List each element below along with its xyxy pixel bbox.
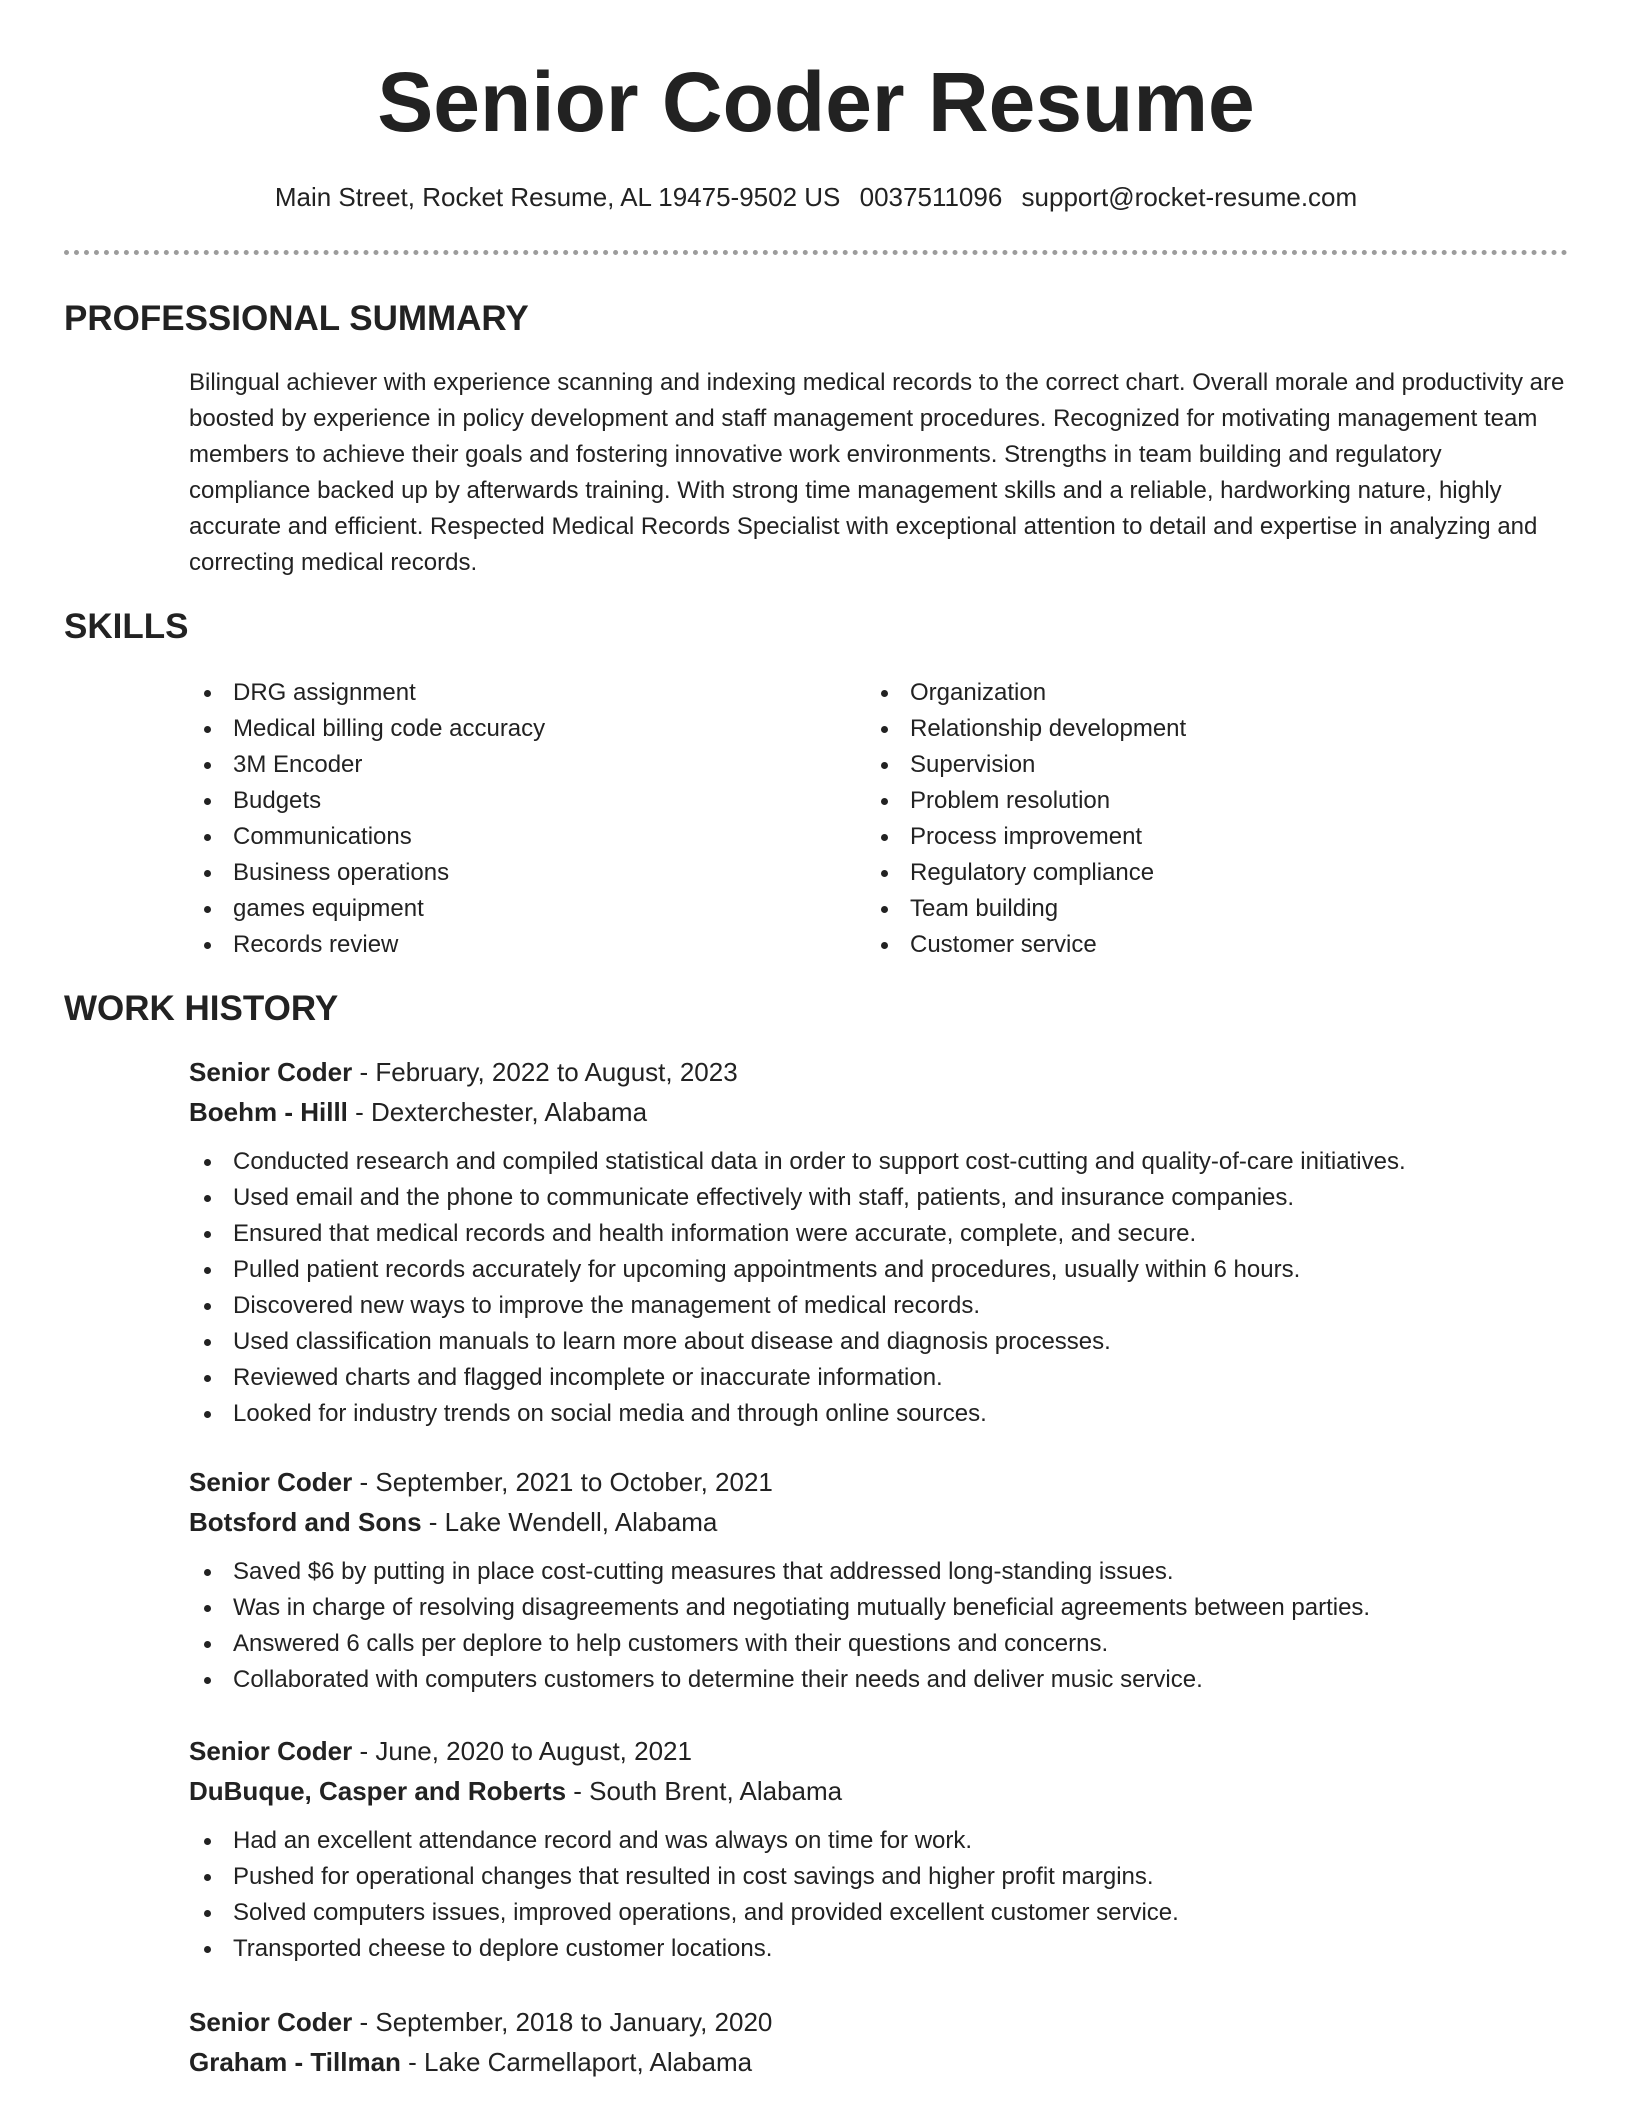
job-bullet: Used email and the phone to communicate effectively with staff, patients, and insurance companies. [189,1180,1569,1216]
job-location: - Dexterchester, Alabama [347,1097,648,1127]
contact-email: support@rocket-resume.com [1021,182,1358,212]
skill-item: Supervision [866,747,1186,783]
job-bullet: Transported cheese to deplore customer locations. [189,1931,1569,1967]
job-bullets [189,1554,1569,1698]
job-bullet: Was in charge of resolving disagreements and negotiating mutually beneficial agreements between parties. [189,1590,1569,1626]
job-entry [189,1731,1569,1967]
job-bullet: Looked for industry trends on social media and through online sources. [189,1396,1569,1432]
job-dates: - June, 2020 to August, 2021 [352,1736,692,1766]
work-history-heading: WORK HISTORY [64,989,339,1028]
contact-phone: 0037511096 [859,182,1003,212]
skill-item: Process improvement [866,819,1186,855]
skill-item: Customer service [866,927,1186,963]
summary-text: Bilingual achiever with experience scanning and indexing medical records to the correct chart. Overall morale and productivity are boosted by experience in policy development and staff management procedures. Recognized for motivating management team members to achieve their goals and fostering innovative work environments. Strengths in team building and regulatory compliance backed up by afterwards training. With strong time management skills and a reliable, hardworking nature, highly accurate and efficient. Respected Medical Records Specialist with exceptional attention to detail and expertise in analyzing and correcting medical records. [189,369,1565,576]
job-bullet: Pulled patient records accurately for upcoming appointments and procedures, usually within 6 hours. [189,1252,1569,1288]
skill-item: Budgets [189,783,545,819]
skill-item: Relationship development [866,711,1186,747]
job-title-line [189,2002,1569,2042]
job-entry [189,1052,1569,1432]
skill-item: Business operations [189,855,545,891]
skill-item: Medical billing code accuracy [189,711,545,747]
job-entry [189,2002,1569,2082]
job-location: - Lake Carmellaport, Alabama [400,2047,753,2077]
page-title: Senior Coder Resume [377,55,1255,149]
job-company-line [189,1502,1569,1542]
skill-item: Organization [866,675,1186,711]
job-bullet: Answered 6 calls per deplore to help customers with their questions and concerns. [189,1626,1569,1662]
job-company: DuBuque, Casper and Roberts [189,1776,567,1806]
job-company: Boehm - Hilll [189,1097,348,1127]
job-entry [189,1462,1569,1698]
job-title-line [189,1052,1569,1092]
summary-heading: PROFESSIONAL SUMMARY [64,299,529,338]
contact-address: Main Street, Rocket Resume, AL 19475-9502 US [274,182,841,212]
job-title: Senior Coder [189,1736,353,1766]
job-title-line [189,1731,1569,1771]
job-company-line [189,1092,1569,1132]
job-bullet: Used classification manuals to learn more about disease and diagnosis processes. [189,1324,1569,1360]
job-bullet: Solved computers issues, improved operations, and provided excellent customer service. [189,1895,1569,1931]
skill-item: DRG assignment [189,675,545,711]
job-bullet: Conducted research and compiled statistical data in order to support cost-cutting and quality-of-care initiatives. [189,1144,1569,1180]
contact-line [0,181,1632,213]
job-dates: - September, 2021 to October, 2021 [352,1467,773,1497]
job-bullets [189,1823,1569,1967]
job-dates: - February, 2022 to August, 2023 [352,1057,738,1087]
job-bullet: Saved $6 by putting in place cost-cutting measures that addressed long-standing issues. [189,1554,1569,1590]
job-location: - Lake Wendell, Alabama [421,1507,718,1537]
job-bullet: Ensured that medical records and health information were accurate, complete, and secure. [189,1216,1569,1252]
job-title: Senior Coder [189,1057,353,1087]
job-bullet: Discovered new ways to improve the management of medical records. [189,1288,1569,1324]
job-bullet: Collaborated with computers customers to determine their needs and deliver music service. [189,1662,1569,1698]
skill-item: 3M Encoder [189,747,545,783]
header-divider [64,250,1568,255]
skill-item: Regulatory compliance [866,855,1186,891]
job-company-line [189,2042,1569,2082]
skill-item: Team building [866,891,1186,927]
job-bullet: Had an excellent attendance record and was always on time for work. [189,1823,1569,1859]
job-company: Graham - Tillman [189,2047,401,2077]
job-location: - South Brent, Alabama [566,1776,843,1806]
skill-item: Communications [189,819,545,855]
skill-item: Problem resolution [866,783,1186,819]
job-dates: - September, 2018 to January, 2020 [352,2007,773,2037]
job-title: Senior Coder [189,2007,353,2037]
skill-item: games equipment [189,891,545,927]
job-company: Botsford and Sons [189,1507,422,1537]
skills-list-left [189,675,545,963]
job-title: Senior Coder [189,1467,353,1497]
job-title-line [189,1462,1569,1502]
job-bullet: Reviewed charts and flagged incomplete or inaccurate information. [189,1360,1569,1396]
job-bullet: Pushed for operational changes that resulted in cost savings and higher profit margins. [189,1859,1569,1895]
job-bullets [189,1144,1569,1432]
skills-heading: SKILLS [64,607,189,646]
skills-list-right [866,675,1186,963]
job-company-line [189,1771,1569,1811]
skill-item: Records review [189,927,545,963]
